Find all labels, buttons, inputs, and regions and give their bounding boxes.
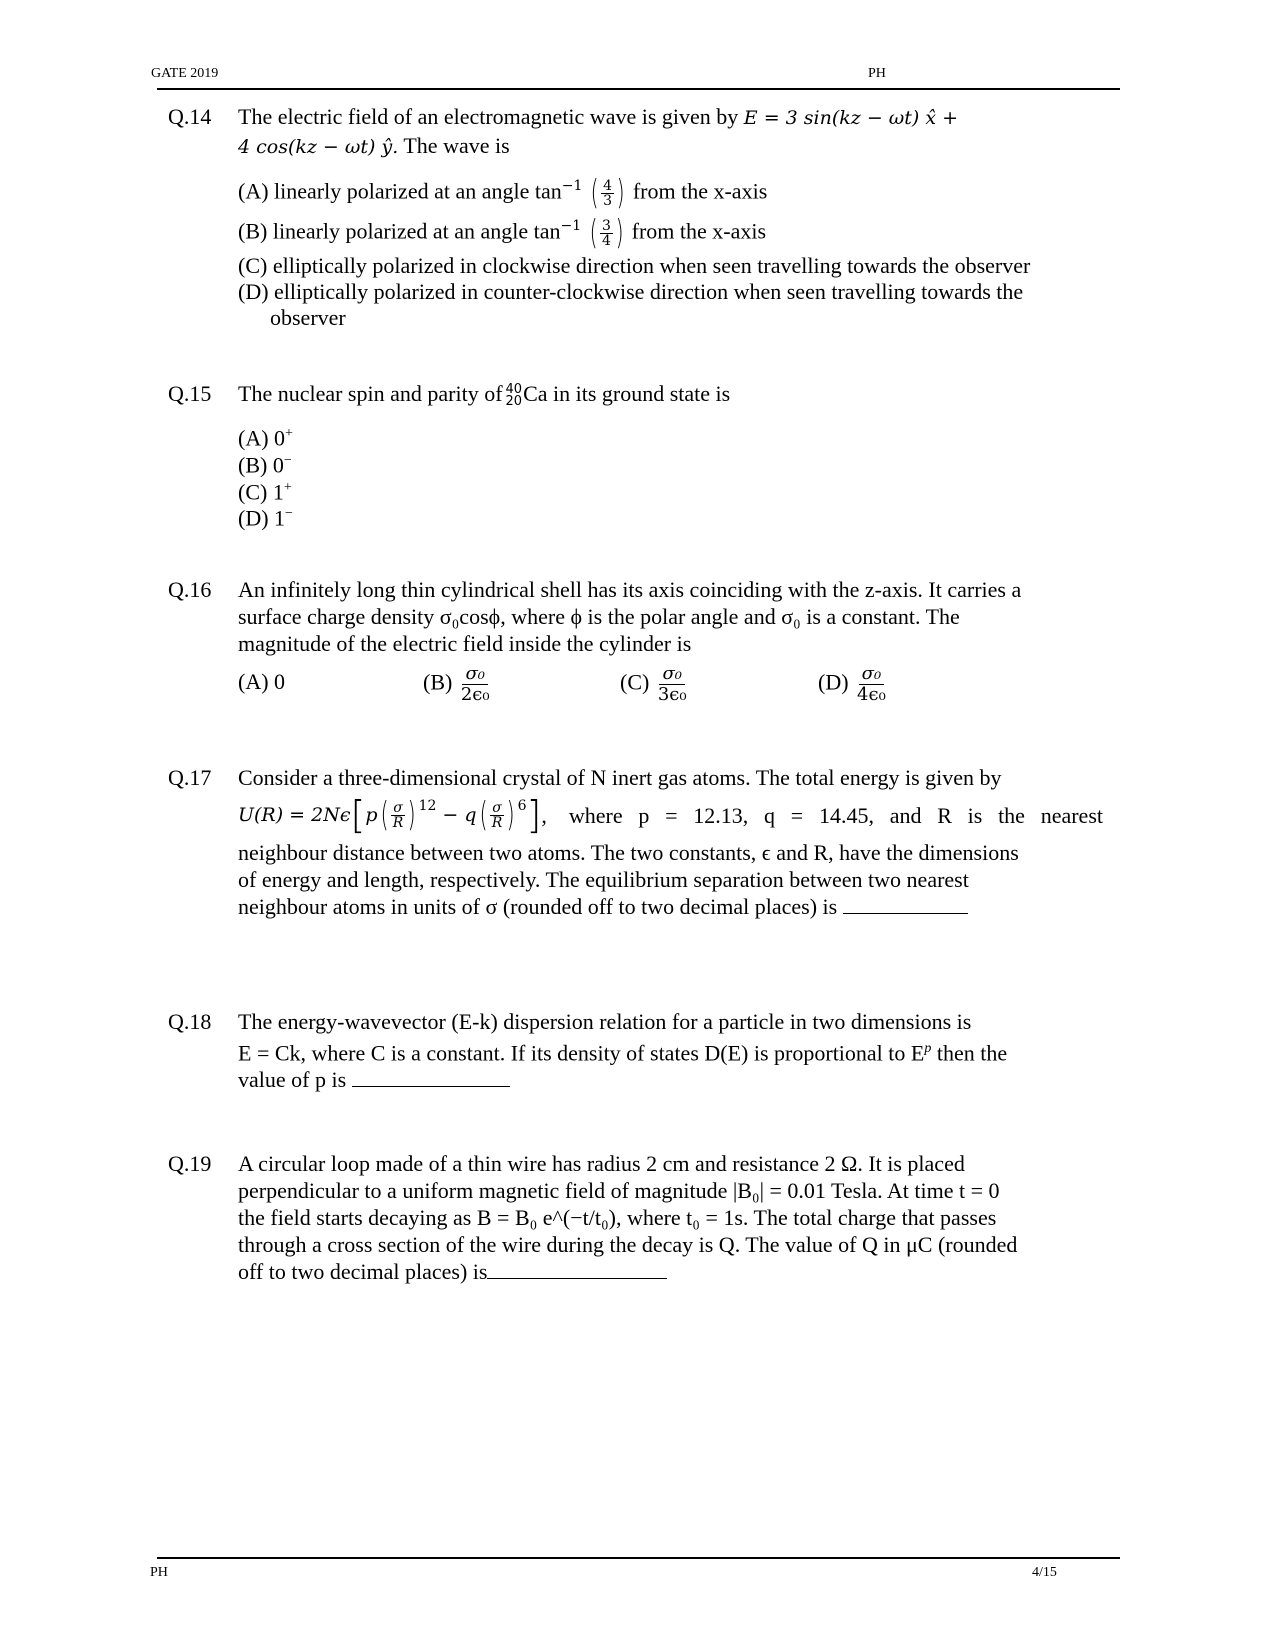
option-label: (D) <box>818 669 849 695</box>
stem-line: through a cross section of the wire during the decay is Q. The value of Q in μC (rounded <box>238 1232 1018 1257</box>
stem-line: magnitude of the electric field inside the cylinder is <box>238 631 692 656</box>
question-number: Q.14 <box>168 104 212 129</box>
option-text: (D) 1 <box>238 505 286 531</box>
sigma-symbol: σ <box>393 799 403 816</box>
question-number: Q.18 <box>168 1009 212 1034</box>
question-number: Q.16 <box>168 577 212 602</box>
option-text: (A) linearly polarized at an angle tan <box>238 178 562 204</box>
option-c: (C) elliptically polarized in clockwise direction when seen travelling towards the observer <box>238 253 1031 278</box>
question-stem <box>238 1150 1103 1285</box>
stem-line <box>238 1035 1103 1066</box>
stem-line: perpendicular to a uniform magnetic field of magnitude |B₀| = 0.01 Tesla. At time t = 0 <box>238 1178 1000 1203</box>
option-text: (C) 1 <box>238 479 284 505</box>
exponent: 12 <box>418 798 437 814</box>
coefficient-q: − q <box>442 803 477 826</box>
option-d-continued: observer <box>270 305 346 330</box>
question-number: Q.17 <box>168 765 212 790</box>
option-c <box>620 664 690 705</box>
stem-text: value of p is <box>238 1067 347 1093</box>
option-a: (A) 0 <box>238 669 286 694</box>
stem-text: The nuclear spin and parity of <box>238 381 503 406</box>
r-symbol: R <box>392 814 404 831</box>
question-stem <box>238 576 1103 657</box>
fraction-denominator: 3 <box>603 192 613 209</box>
stem-line-with-blank <box>238 893 1103 920</box>
option-d <box>238 500 293 531</box>
stem-text: The electric field of an electromagnetic wave is given by <box>238 104 739 129</box>
option-text-tail: from the x-axis <box>631 218 767 244</box>
fraction: ( $\frac{3}{4}$ ) <box>589 213 624 254</box>
header-exam-title: GATE 2019 <box>151 66 219 81</box>
stem-line: surface charge density σ₀cosϕ, where ϕ is the polar angle and σ₀ is a constant. The <box>238 604 960 629</box>
page-number: 4/15 <box>1032 1565 1057 1580</box>
stem-line: Consider a three-dimensional crystal of N inert gas atoms. The total energy is given by <box>238 765 1002 790</box>
parity-sign: − <box>283 453 292 468</box>
question-stem <box>238 103 1103 161</box>
question-stem <box>238 380 1103 408</box>
mass-number: 40 <box>505 381 523 397</box>
option-d <box>818 664 889 705</box>
stem-text: off to two decimal places) is <box>238 1259 488 1284</box>
question-number: Q.15 <box>168 381 212 406</box>
fraction-numerator: 3 <box>601 217 611 234</box>
stem-line: the field starts decaying as B = B₀ e^(−t/t₀), where t₀ = 1s. The total charge that passes <box>238 1205 997 1230</box>
parity-sign: − <box>285 506 293 521</box>
question-number: Q.19 <box>168 1151 212 1176</box>
header-paper-code: PH <box>868 66 886 81</box>
fraction: ( $\frac{4}{3}$ ) <box>590 173 625 214</box>
fraction-denominator: 2ϵ₀ <box>460 684 490 705</box>
fraction <box>655 664 690 705</box>
stem-text: neighbour atoms in units of σ (rounded off to two decimal places) is <box>238 894 838 919</box>
atomic-number: 20 <box>505 393 523 409</box>
answer-blank[interactable] <box>487 1260 667 1279</box>
stem-line: of energy and length, respectively. The equilibrium separation between two nearest <box>238 867 969 892</box>
option-d: (D) elliptically polarized in counter-clockwise direction when seen travelling towards the <box>238 279 1024 304</box>
equation-lhs: U(R) = 2Nϵ <box>238 803 351 826</box>
fraction <box>458 664 493 705</box>
stem-line: The energy-wavevector (E-k) dispersion relation for a particle in two dimensions is <box>238 1009 972 1034</box>
option-text: (B) linearly polarized at an angle tan <box>238 218 561 244</box>
stem-text-tail: in its ground state is <box>553 381 731 406</box>
stem-line-with-blank <box>238 1066 1103 1093</box>
sigma-symbol: σ <box>492 799 502 816</box>
exponent: 6 <box>517 798 527 814</box>
answer-blank[interactable] <box>352 1068 510 1087</box>
field-equation-part2: 4 cos(kz − ωt) ŷ. <box>238 136 399 158</box>
r-symbol: R <box>491 814 503 831</box>
fraction-numerator: σ₀ <box>462 664 488 685</box>
field-equation-part1: E = 3 sin(kz − ωt) x̂ + <box>743 107 959 129</box>
fraction-denominator: 3ϵ₀ <box>657 684 687 705</box>
fraction-numerator: σ₀ <box>859 664 885 685</box>
fraction-numerator: 4 <box>603 177 613 194</box>
question-stem <box>238 764 1103 920</box>
question-stem <box>238 1008 1103 1093</box>
stem-text: E = Ck, where C is a constant. If its density of states D(E) is proportional to E <box>238 1040 925 1066</box>
option-b: (B) linearly polarized at an angle $\tan^{-1}$ ( $\frac{3}{4}$ ) from the x-axis <box>238 213 767 254</box>
exponent-p: p <box>924 1041 932 1056</box>
option-label: (B) <box>423 669 453 695</box>
stem-line-with-blank <box>238 1258 1103 1285</box>
option-text: (B) 0 <box>238 452 284 478</box>
fraction-numerator: σ₀ <box>659 664 685 685</box>
answer-blank[interactable] <box>843 895 968 914</box>
stem-text-tail: then the <box>936 1040 1008 1066</box>
parity-sign: + <box>285 426 293 441</box>
option-a: (A) linearly polarized at an angle $\tan^{-1}$ ( $\frac{4}{3}$ ) from the x-axis <box>238 173 768 214</box>
equation-tail-text: where p = 12.13, q = 14.45, and R is the nearest <box>568 802 1103 828</box>
equation-tail <box>569 802 1103 829</box>
element-symbol: Ca <box>523 381 548 406</box>
option-text: (A) 0 <box>238 425 286 451</box>
option-b <box>423 664 493 705</box>
parity-sign: + <box>283 480 292 495</box>
footer-rule <box>157 1557 1120 1559</box>
option-label: (C) <box>620 669 650 695</box>
stem-line: A circular loop made of a thin wire has radius 2 cm and resistance 2 Ω. It is placed <box>238 1151 965 1176</box>
coefficient-p: p <box>365 803 378 826</box>
stem-line: neighbour distance between two atoms. The two constants, ϵ and R, have the dimensions <box>238 840 1019 865</box>
stem-line: An infinitely long thin cylindrical shell has its axis coinciding with the z-axis. It carries a <box>238 577 1022 602</box>
stem-text-tail: The wave is <box>403 133 510 158</box>
fraction-denominator: 4 <box>601 232 611 249</box>
footer-paper-code: PH <box>150 1565 168 1580</box>
energy-equation-line: U(R) = 2Nϵ [ p ( $\frac{\sigma}{R}$ ) 12 − q ( $\frac{\sigma}{R}$ ) 6 ] , where p = 12.13, q = 14.45, and R is the nearest <box>238 793 1103 837</box>
header-rule <box>157 88 1120 90</box>
fraction-denominator: 4ϵ₀ <box>857 684 886 705</box>
option-text-tail: from the x-axis <box>632 178 768 204</box>
nuclide-notation <box>505 381 523 409</box>
fraction <box>854 664 889 705</box>
